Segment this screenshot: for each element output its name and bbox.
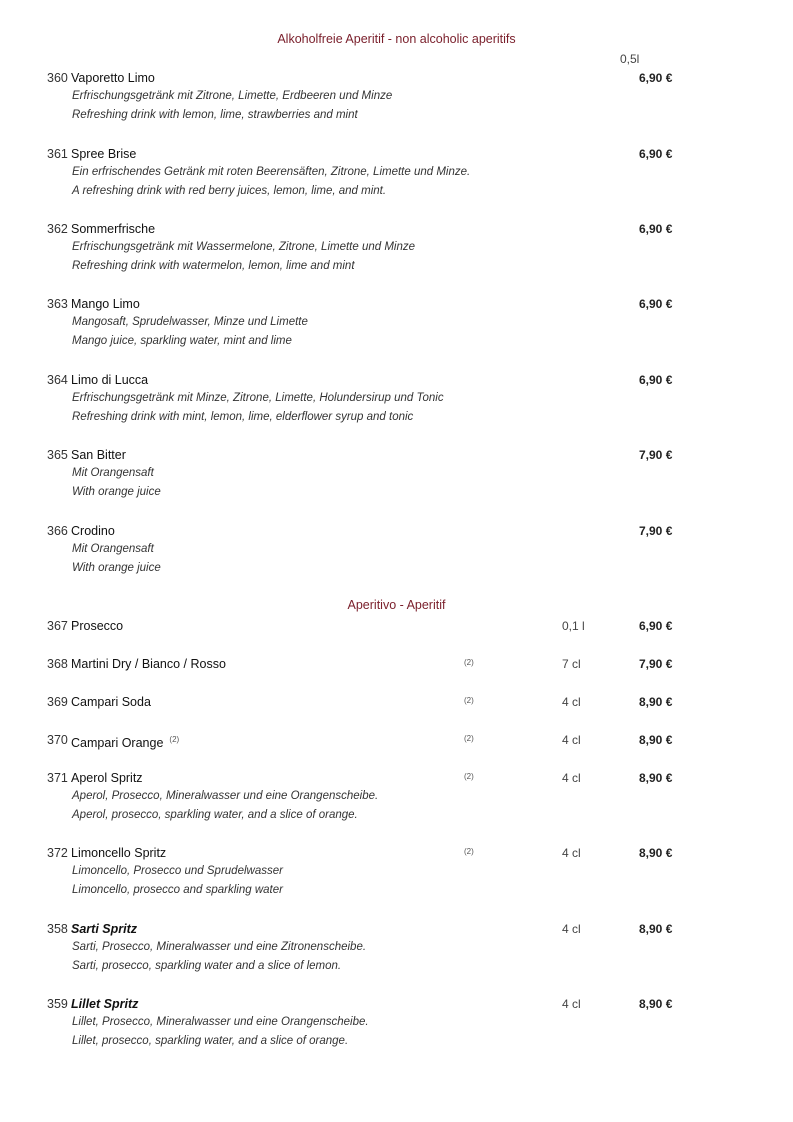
item-description-de: Mit Orangensaft xyxy=(72,543,154,555)
menu-item xyxy=(0,145,793,201)
item-description-en: A refreshing drink with red berry juices, lemon, lime, and mint. xyxy=(72,185,387,197)
item-number: 371 xyxy=(47,771,68,785)
item-description-de: Erfrischungsgetränk mit Zitrone, Limette, Erdbeeren und Minze xyxy=(72,90,393,102)
item-number: 361 xyxy=(47,147,68,161)
menu-item xyxy=(0,371,793,427)
item-description-en: Refreshing drink with watermelon, lemon, lime and mint xyxy=(72,260,355,272)
item-volume: 7 cl xyxy=(562,657,581,671)
item-name: Sommerfrische xyxy=(71,222,156,236)
item-name: San Bitter xyxy=(71,448,126,462)
item-description-en: With orange juice xyxy=(72,562,161,574)
item-price: 8,90 € xyxy=(639,733,673,747)
item-name: Mango Limo xyxy=(71,297,140,311)
item-footnote: (2) xyxy=(464,696,474,705)
item-number: 369 xyxy=(47,695,68,709)
volume-header: 0,5l xyxy=(620,52,640,66)
item-description-de: Erfrischungsgetränk mit Minze, Zitrone, Limette, Holundersirup und Tonic xyxy=(72,392,444,404)
item-number: 364 xyxy=(47,373,68,387)
menu-item xyxy=(0,617,793,635)
item-name: Limoncello Spritz xyxy=(71,846,167,860)
item-number: 365 xyxy=(47,448,68,462)
item-description-en: Lillet, prosecco, sparkling water, and a slice of orange. xyxy=(72,1035,349,1047)
item-name: Spree Brise xyxy=(71,147,137,161)
item-name: Lillet Spritz xyxy=(71,997,139,1011)
menu-item xyxy=(0,522,793,578)
menu-item xyxy=(0,693,793,711)
item-footnote: (2) xyxy=(464,847,474,856)
item-name: Sarti Spritz xyxy=(71,922,137,936)
menu-item xyxy=(0,69,793,125)
item-volume: 4 cl xyxy=(562,846,581,860)
item-name-text: Campari Orange xyxy=(71,736,164,751)
item-name: Crodino xyxy=(71,524,115,538)
item-price: 8,90 € xyxy=(639,771,673,785)
item-footnote: (2) xyxy=(464,658,474,667)
item-name: Limo di Lucca xyxy=(71,373,149,387)
item-name: Vaporetto Limo xyxy=(71,71,155,85)
item-price: 6,90 € xyxy=(639,71,673,85)
section-title-nonalcoholic: Alkoholfreie Aperitif - non alcoholic aperitifs xyxy=(277,32,516,46)
item-description-en: Sarti, prosecco, sparkling water and a slice of lemon. xyxy=(72,960,342,972)
item-number: 360 xyxy=(47,71,68,85)
item-description-en: Refreshing drink with lemon, lime, strawberries and mint xyxy=(72,109,358,121)
item-price: 6,90 € xyxy=(639,222,673,236)
item-description-de: Erfrischungsgetränk mit Wassermelone, Zitrone, Limette und Minze xyxy=(72,241,416,253)
item-description-de: Ein erfrischendes Getränk mit roten Beerensäften, Zitrone, Limette und Minze. xyxy=(72,166,471,178)
menu-item xyxy=(0,769,793,825)
item-number: 358 xyxy=(47,922,68,936)
item-volume: 4 cl xyxy=(562,733,581,747)
item-number: 367 xyxy=(47,619,68,633)
item-volume: 4 cl xyxy=(562,771,581,785)
menu-item xyxy=(0,844,793,900)
menu-item xyxy=(0,446,793,502)
item-name xyxy=(71,731,179,752)
item-name: Prosecco xyxy=(71,619,124,633)
item-description-de: Sarti, Prosecco, Mineralwasser und eine Zitronenscheibe. xyxy=(72,941,367,953)
item-number: 372 xyxy=(47,846,68,860)
section-title-aperitif: Aperitivo - Aperitif xyxy=(347,598,446,612)
item-price: 8,90 € xyxy=(639,695,673,709)
item-name: Campari Soda xyxy=(71,695,151,709)
item-description-en: Aperol, prosecco, sparkling water, and a slice of orange. xyxy=(72,809,358,821)
item-description-de: Aperol, Prosecco, Mineralwasser und eine Orangenscheibe. xyxy=(72,790,379,802)
item-footnote: (2) xyxy=(464,772,474,781)
item-number: 362 xyxy=(47,222,68,236)
item-number: 359 xyxy=(47,997,68,1011)
item-price: 6,90 € xyxy=(639,373,673,387)
item-description-en: With orange juice xyxy=(72,486,161,498)
item-price: 7,90 € xyxy=(639,524,673,538)
menu-item xyxy=(0,995,793,1051)
item-name: Aperol Spritz xyxy=(71,771,143,785)
item-description-de: Mit Orangensaft xyxy=(72,467,154,479)
item-description-en: Mango juice, sparkling water, mint and lime xyxy=(72,335,292,347)
item-volume: 4 cl xyxy=(562,922,581,936)
menu-item xyxy=(0,220,793,276)
item-number: 363 xyxy=(47,297,68,311)
item-name-footnote: (2) xyxy=(169,735,180,744)
item-description-en: Refreshing drink with mint, lemon, lime, elderflower syrup and tonic xyxy=(72,411,414,423)
item-description-en: Limoncello, prosecco and sparkling water xyxy=(72,884,283,896)
item-price: 7,90 € xyxy=(639,657,673,671)
menu-item xyxy=(0,655,793,673)
item-number: 370 xyxy=(47,733,68,747)
item-price: 6,90 € xyxy=(639,147,673,161)
item-price: 6,90 € xyxy=(639,619,673,633)
item-name: Martini Dry / Bianco / Rosso xyxy=(71,657,226,671)
item-number: 366 xyxy=(47,524,68,538)
menu-item xyxy=(0,920,793,976)
item-volume: 0,1 l xyxy=(562,619,585,633)
item-price: 8,90 € xyxy=(639,922,673,936)
item-volume: 4 cl xyxy=(562,695,581,709)
item-description-de: Limoncello, Prosecco und Sprudelwasser xyxy=(72,865,283,877)
item-price: 8,90 € xyxy=(639,997,673,1011)
item-volume: 4 cl xyxy=(562,997,581,1011)
item-price: 8,90 € xyxy=(639,846,673,860)
menu-item xyxy=(0,295,793,351)
item-footnote: (2) xyxy=(464,734,474,743)
item-description-de: Mangosaft, Sprudelwasser, Minze und Limette xyxy=(72,316,308,328)
menu-item xyxy=(0,731,793,749)
item-number: 368 xyxy=(47,657,68,671)
item-price: 7,90 € xyxy=(639,448,673,462)
item-description-de: Lillet, Prosecco, Mineralwasser und eine Orangenscheibe. xyxy=(72,1016,369,1028)
item-price: 6,90 € xyxy=(639,297,673,311)
